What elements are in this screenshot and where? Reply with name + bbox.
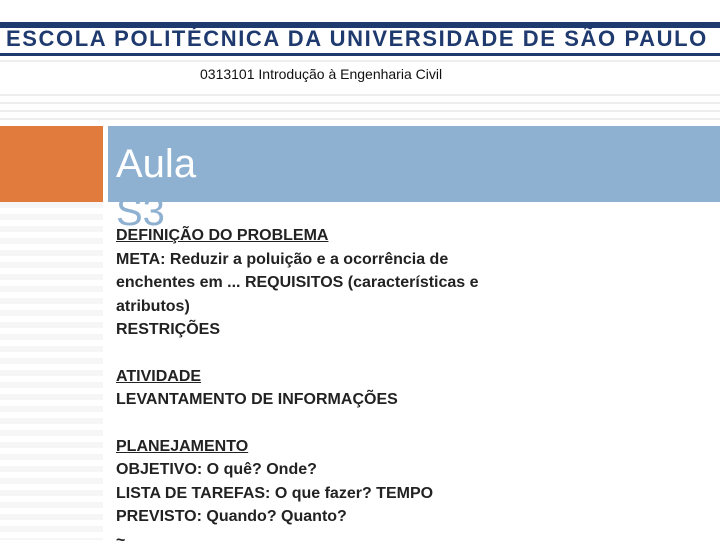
problem-heading: DEFINIÇÃO DO PROBLEMA: [116, 224, 706, 248]
course-title: 0313101 Introdução à Engenharia Civil: [200, 66, 442, 82]
slide-number: S3: [116, 188, 165, 236]
spacer: [116, 342, 706, 365]
goal-line: META: Reduzir a poluição e a ocorrência de: [116, 248, 706, 272]
slide-title: Aula: [116, 140, 196, 188]
activity-item: LEVANTAMENTO DE INFORMAÇÕES: [116, 388, 706, 412]
title-bar: [108, 126, 720, 202]
accent-block: [0, 126, 103, 202]
objective-line: OBJETIVO: O quê? Onde?: [116, 458, 706, 482]
restrictions-line: RESTRIÇÕES: [116, 318, 706, 342]
institution-name: ESCOLA POLITÉCNICA DA UNIVERSIDADE DE SÃO PAULO: [6, 26, 718, 52]
planning-heading: PLANEJAMENTO: [116, 435, 706, 459]
activity-heading: ATIVIDADE: [116, 365, 706, 389]
header-stripe: [0, 94, 720, 96]
spacer: [116, 412, 706, 435]
header-stripe: [0, 102, 720, 104]
header-stripe: [0, 110, 720, 112]
goal-line: enchentes em ... REQUISITOS (características e: [116, 271, 706, 295]
institution-banner: [0, 0, 720, 62]
goal-line: atributos): [116, 295, 706, 319]
left-margin-pattern: [0, 202, 103, 540]
header-stripe: [0, 60, 720, 62]
tasks-line: LISTA DE TAREFAS: O que fazer? TEMPO: [116, 482, 706, 506]
header-stripe: [0, 118, 720, 120]
tasks-line: PREVISTO: Quando? Quanto?: [116, 505, 706, 529]
slide-body: [116, 224, 706, 552]
banner-bottom-rule: [0, 53, 720, 56]
cut-off-line: ~: [116, 529, 706, 552]
